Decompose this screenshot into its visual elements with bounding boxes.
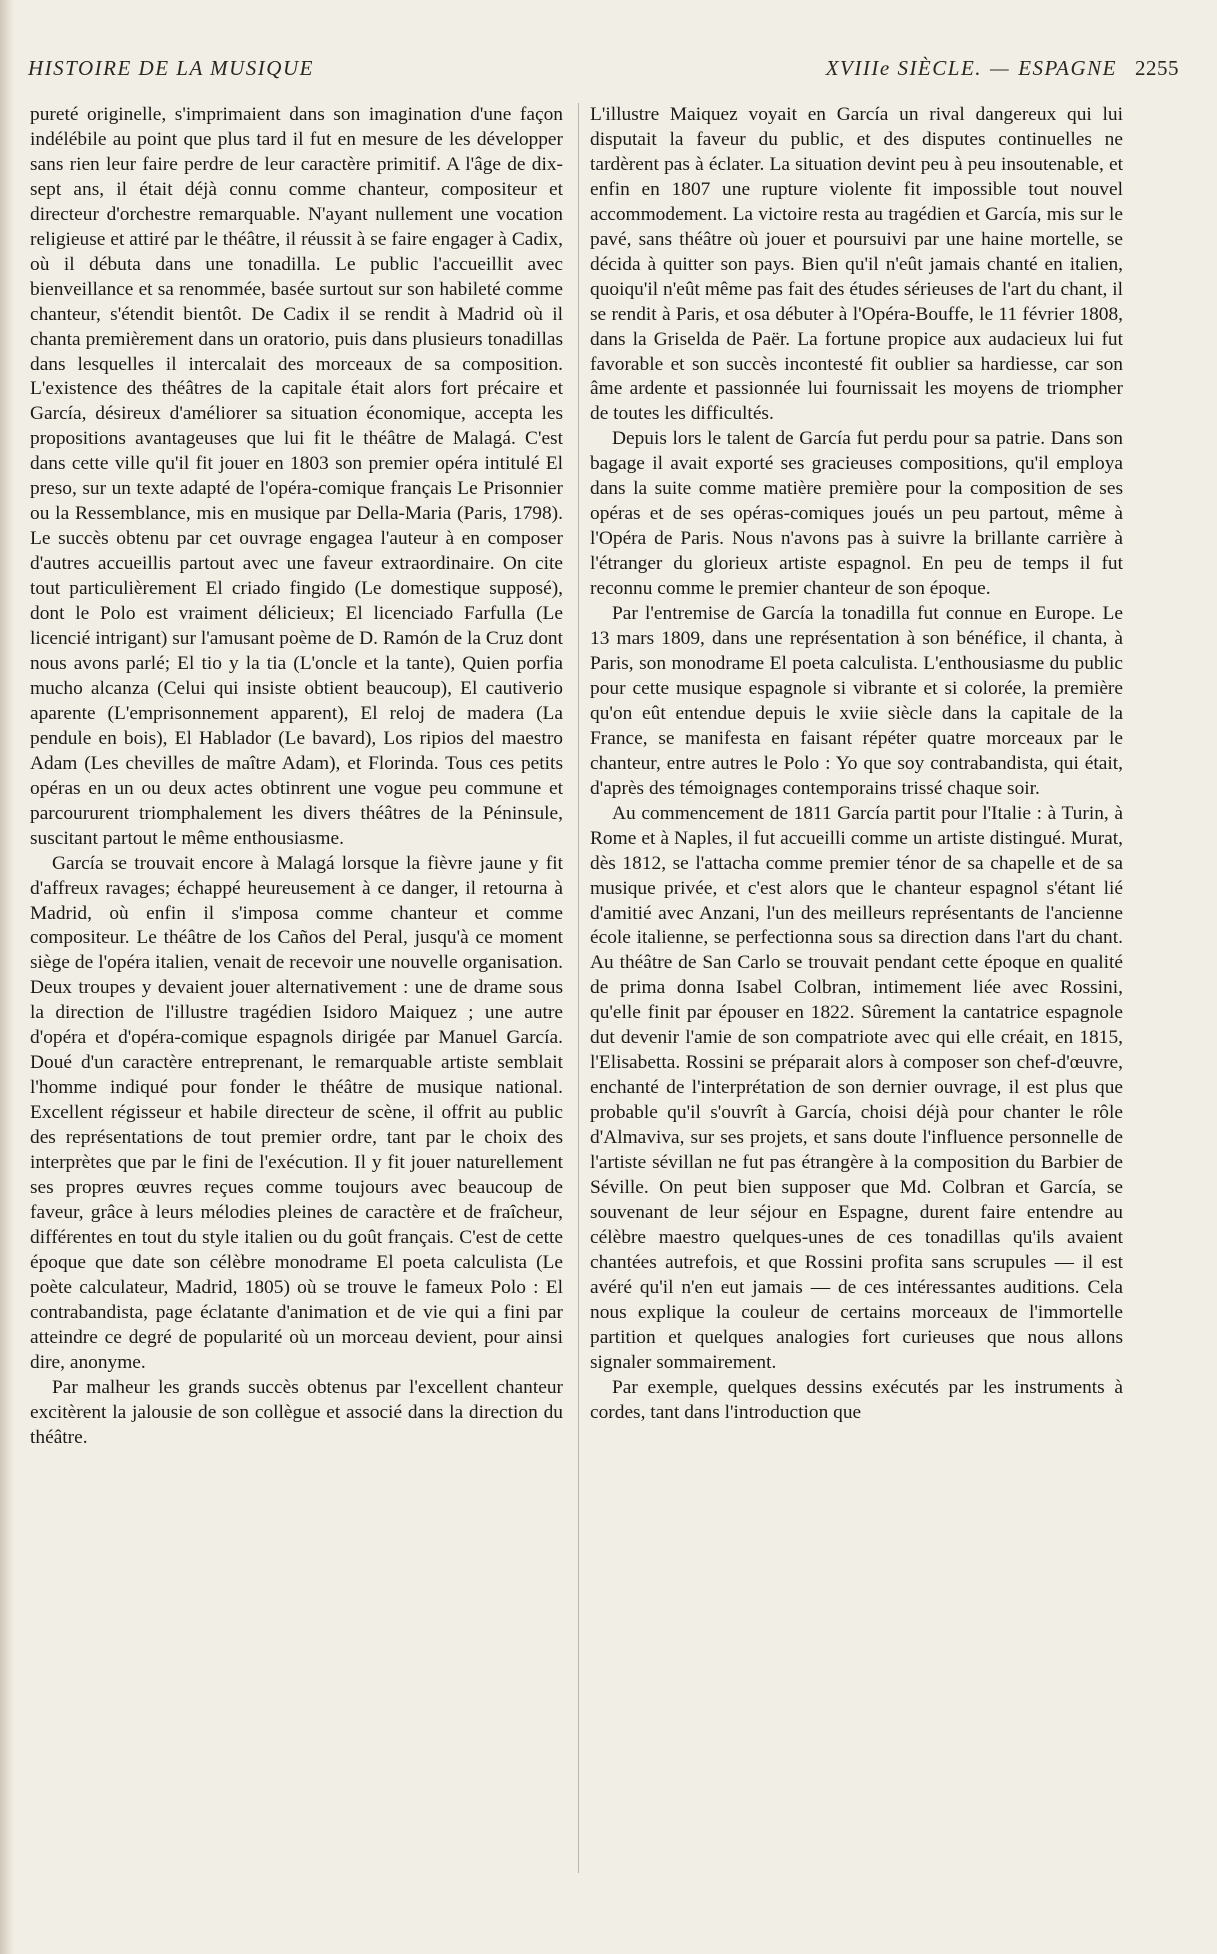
page-number: 2255 bbox=[1135, 56, 1179, 80]
paragraph: Au commencement de 1811 García partit pour l'Italie : à Turin, à Rome et à Naples, il fut accueilli comme un artiste distingué. Murat, dès 1812, se l'attacha comme premier ténor de sa chapelle et de sa musique privée, et c'est alors que le chanteur espagnol s'étant lié d'amitié avec Anzani, l'un des meilleurs représentants de l'ancienne école italienne, se perfectionna sous sa direction dans l'art du chant. Au théâtre de San Carlo se trouvait pendant cette époque en qualité de prima donna Isabel Colbran, intimement liée avec Rossini, qu'elle finit par épouser en 1822. Sûrement la cantatrice espagnole dut devenir l'amie de son compatriote avec qui elle créait, en 1815, l'Elisabetta. Rossini se préparait alors à composer son chef-d'œuvre, enchanté de l'interprétation de son dernier ouvrage, il est plus que probable qu'il s'ouvrît à García, choisi déjà pour chanter le rôle d'Almaviva, sur ses projets, et sans doute l'influence personnelle de l'artiste sévillan ne fut pas étrangère à la composition du Barbier de Séville. On peut bien supposer que Md. Colbran et García, se souvenant de leur séjour en Espagne, durent faire entendre au célèbre maestro quelques-unes de ces tonadillas qu'ils avaient chantées autrefois, et que Rossini profita sans scrupules — il est avéré qu'il n'en eut jamais — de ces intéressantes auditions. Cela nous explique la couleur de certains morceaux de l'immortelle partition et quelques analogies fort curieuses que nous allons signaler sommairement. bbox=[590, 802, 1123, 1373]
page-binding-edge bbox=[0, 0, 14, 1954]
column-divider bbox=[578, 103, 579, 1873]
paragraph: Par malheur les grands succès obtenus par l'excellent chanteur excitèrent la jalousie de son collègue et associé dans la direction du théâtre. bbox=[30, 1376, 563, 1448]
header-country: ESPAGNE bbox=[1018, 56, 1117, 80]
paragraph: L'illustre Maiquez voyait en García un rival dangereux qui lui disputait la faveur du public, et des disputes continuelles ne tardèrent pas à éclater. La situation devint peu à peu insoutenable, et enfin en 1807 une rupture violente fit impossible tout nouvel accommodement. La victoire resta au tragédien et García, mis sur le pavé, sans théâtre où jouer et poursuivi par une haine mortelle, se décida à quitter son pays. Bien qu'il n'eût jamais chanté en italien, quoiqu'il n'eût même pas fait des études sérieuses de l'art du chant, il se rendit à Paris, et osa débuter à l'Opéra-Bouffe, le 11 février 1808, dans la Griselda de Paër. La fortune propice aux audacieux lui fut favorable et son succès incontesté fit oublier sa hardiesse, car son âme ardente et passionnée lui fournissait les moyens de triompher de toutes les difficultés. bbox=[590, 104, 1123, 425]
paragraph: García se trouvait encore à Malagá lorsque la fièvre jaune y fit d'affreux ravages; échappé heureusement à ce danger, il retourna à Madrid, où enfin il s'imposa comme chanteur et comme compositeur. Le théâtre de los Caños del Peral, jusqu'à ce moment siège de l'opéra italien, venait de recevoir une nouvelle organisation. Deux troupes y devaient jouer alternativement : une de drame sous la direction de l'illustre tragédien Isidoro Maiquez ; une autre d'opéra et d'opéra-comique espagnols dirigée par Manuel García. Doué d'un caractère entreprenant, le remarquable artiste semblait l'homme indiqué pour fonder le théâtre de musique national. Excellent régisseur et habile directeur de scène, il offrit au public des représentations de tout premier ordre, tant par le choix des interprètes que par le fini de l'exécution. Il y fit jouer naturellement ses propres œuvres reçues comme toujours avec beaucoup de faveur, grâce à leurs mélodies pleines de caractère et de fraîcheur, différentes en tout du style italien ou du goût français. C'est de cette époque que date son célèbre monodrame El poeta calculista (Le poète calculateur, Madrid, 1805) où se trouve le fameux Polo : El contrabandista, page éclatante d'animation et de vie qui a fini par atteindre ce degré de popularité où un morceau devient, pour ainsi dire, anonyme. bbox=[30, 852, 563, 1373]
paragraph: pureté originelle, s'imprimaient dans son imagination d'une façon indélébile au point que plus tard il fut en mesure de les développer sans rien leur faire perdre de leur caractère primitif. A l'âge de dix-sept ans, il était déjà connu comme chanteur, compositeur et directeur d'orchestre remarquable. N'ayant nullement une vocation religieuse et attiré par le théâtre, il réussit à se faire engager à Cadix, où il débuta dans une tonadilla. Le public l'accueillit avec bienveillance et sa renommée, basée surtout sur son habileté comme chanteur, s'étendit bientôt. De Cadix il se rendit à Madrid où il chanta premièrement dans un oratorio, puis dans plusieurs tonadillas dans lesquelles il intercalait des morceaux de sa composition. L'existence des théâtres de la capitale était alors fort précaire et García, désireux d'améliorer sa situation économique, accepta les propositions avantageuses que lui fit le théâtre de Malagá. C'est dans cette ville qu'il fit jouer en 1803 son premier opéra intitulé El preso, sur un texte adapté de l'opéra-comique français Le Prisonnier ou la Ressemblance, mis en musique par Della-Maria (Paris, 1798). Le succès obtenu par cet ouvrage engagea l'auteur à en composer d'autres accueillis partout avec une faveur extraordinaire. On cite tout particulièrement El criado fingido (Le domestique supposé), dont le Polo est vraiment délicieux; El licenciado Farfulla (Le licencié intrigant) sur l'amusant poème de D. Ramón de la Cruz dont nous avons parlé; El tio y la tia (L'oncle et la tante), Quien porfia mucho alcanza (Celui qui insiste obtient beaucoup), El cautiverio aparente (L'emprisonnement apparent), El reloj de madera (La pendule en bois), El Hablador (Le bavard), Los ripios del maestro Adam (Les chevilles de maître Adam), et Florinda. Tous ces petits opéras en un ou deux actes obtinrent une vogue peu commune et parcoururent triomphalement les divers théâtres de la Péninsule, suscitant partout le même enthousiasme. bbox=[30, 104, 563, 849]
paragraph: Depuis lors le talent de García fut perdu pour sa patrie. Dans son bagage il avait exporté ses gracieuses compositions, qu'il employa dans la suite comme matière première pour la composition de ses opéras et de ses opéras-comiques joués un peu partout, même à l'Opéra de Paris. Nous n'avons pas à suivre la brillante carrière à l'étranger du glorieux artiste espagnol. En peu de temps il fut reconnu comme le premier chanteur de son époque. bbox=[590, 428, 1123, 600]
right-column bbox=[590, 103, 1123, 1426]
header-century: XVIIIe SIÈCLE. bbox=[825, 56, 983, 80]
left-column bbox=[30, 103, 563, 1450]
header-dash: — bbox=[990, 56, 1011, 80]
header-section bbox=[826, 56, 1179, 81]
running-header bbox=[28, 56, 1179, 86]
paragraph: Par l'entremise de García la tonadilla fut connue en Europe. Le 13 mars 1809, dans une représentation à son bénéfice, il chanta, à Paris, son monodrame El poeta calculista. L'enthousiasme du public pour cette musique espagnole si vibrante et si colorée, la première qu'on eût entendue depuis le xviie siècle dans la capitale de la France, se manifesta en faisant répéter quatre morceaux par le chanteur, entre autres le Polo : Yo que soy contrabandista, qui était, d'après des témoignages contemporains trissé chaque soir. bbox=[590, 603, 1123, 799]
header-book-title: HISTOIRE DE LA MUSIQUE bbox=[28, 56, 314, 80]
paragraph: Par exemple, quelques dessins exécutés par les instruments à cordes, tant dans l'introduction que bbox=[590, 1376, 1123, 1423]
